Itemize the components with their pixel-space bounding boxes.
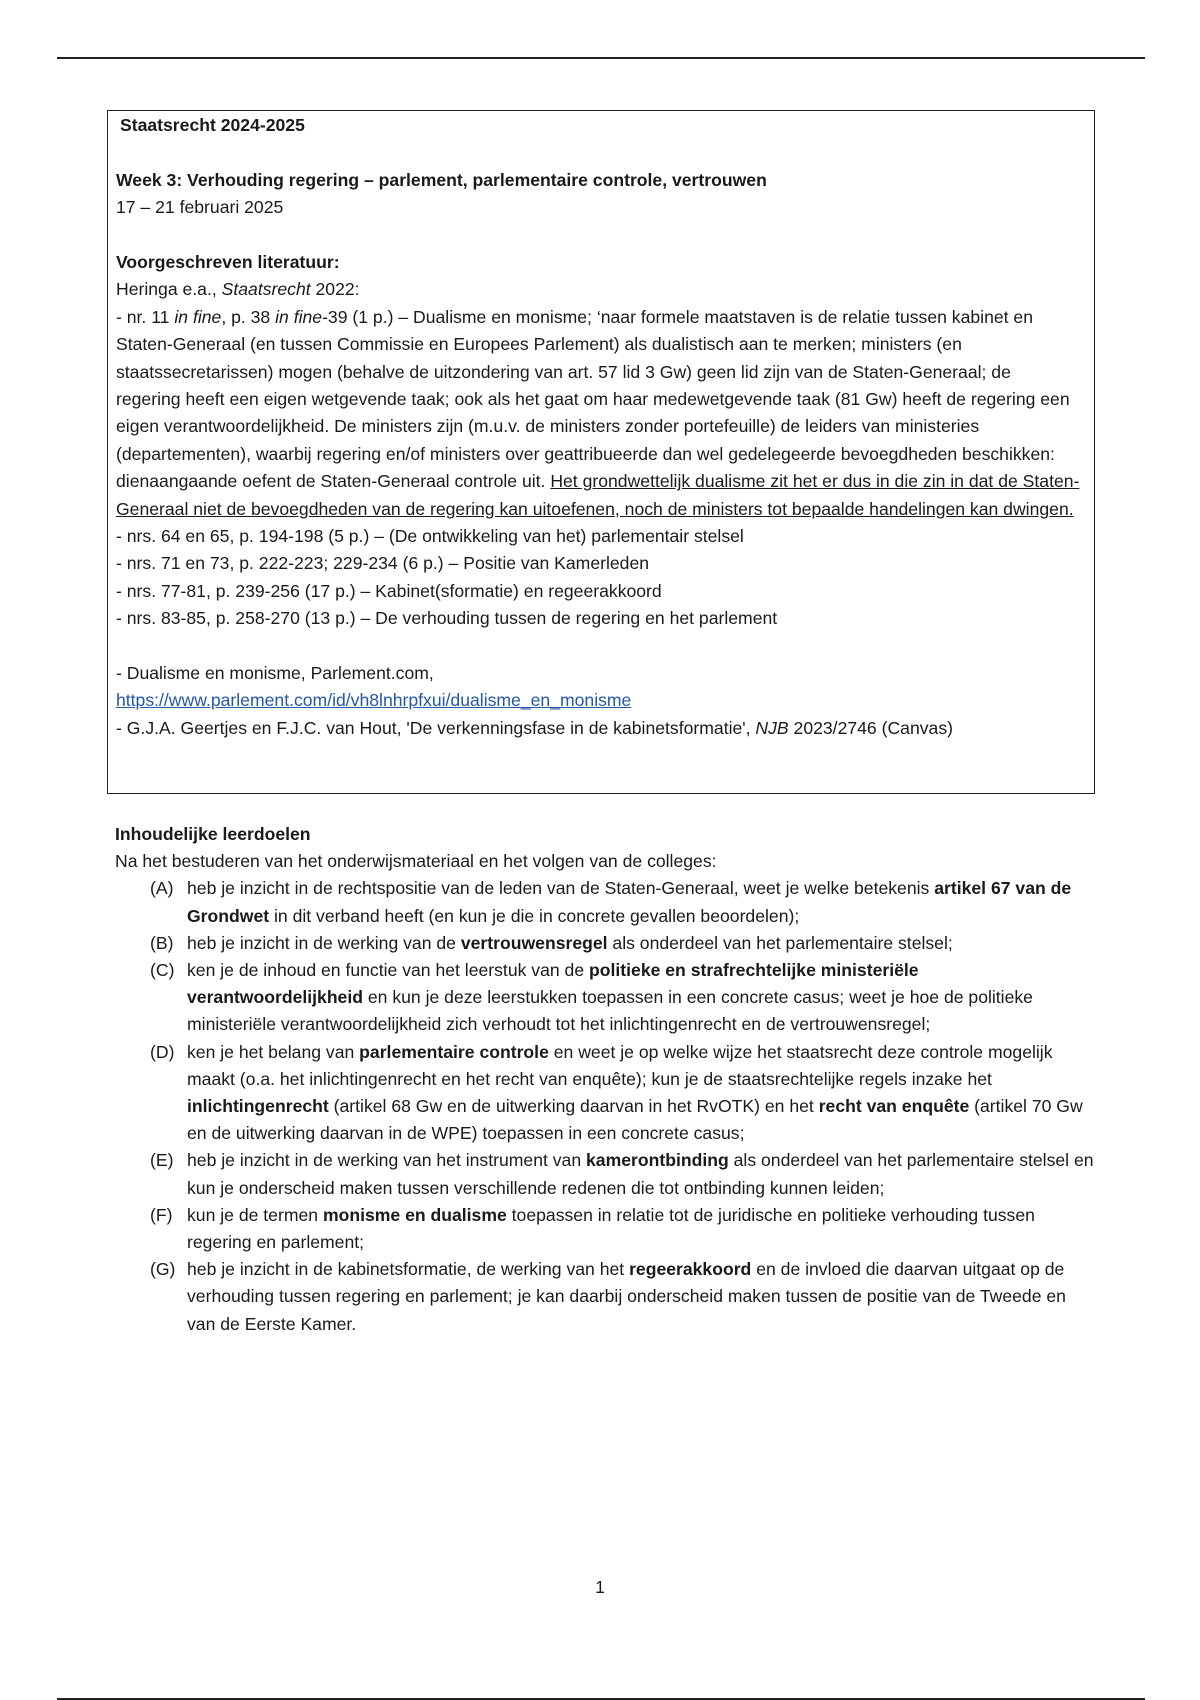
page-number: 1: [595, 1577, 605, 1597]
goals-heading: Inhoudelijke leerdoelen: [115, 824, 311, 844]
goal-item: (B) heb je inzicht in de werking van de vertrouwensregel als onderdeel van het parlementaire stelsel;: [150, 932, 953, 953]
book-reference: Heringa e.a., Staatsrecht 2022:: [116, 279, 360, 300]
underlined-quote: Het grondwettelijk dualisme zit het er dus in die zin in dat de Staten-Generaal niet de bevoegdheden van de regering kan uitoefenen, noch de ministers tot bepaalde handelingen kan dwingen.: [116, 471, 1080, 519]
week-dates: 17 – 21 februari 2025: [116, 197, 284, 218]
literature-item-1: - nr. 11 in fine, p. 38 in fine-39 (1 p.) – Dualisme en monisme; ‘naar formele maatstaven is de relatie tussen kabinet en Staten-Generaal (en tussen Commissie en Europees Parlement) als dualistisch aan te merken; ministers (en staatssecretarissen) mogen (behalve de uitzondering van art. 57 lid 3 Gw) geen lid zijn van de Staten-Generaal; de regering heeft een eigen wetgevende taak; ook als het gaat om haar medewetgevende taak (81 Gw) heeft de regering een eigen verantwoordelijkheid. De ministers zijn (m.u.v. de ministers zonder portefeuille) de leiders van ministeries (departementen), waarbij regering en/of ministers over geattribueerde dan wel gedelegeerde bevoegdheden beschikken: dienaangaande oefent de Staten-Generaal controle uit. Het grondwettelijk dualisme zit het er dus in die zin in dat de Staten-Generaal niet de bevoegdheden van de regering kan uitoefenen, noch de ministers tot bepaalde handelingen kan dwingen.: [116, 306, 1080, 519]
extra-literature-2: - G.J.A. Geertjes en F.J.C. van Hout, 'De verkenningsfase in de kabinetsformatie', NJB 2023/2746 (Canvas): [116, 717, 953, 738]
book-title: Staatsrecht: [221, 279, 311, 300]
header-rule: [57, 57, 1145, 59]
goal-item: (F) kun je de termen monisme en dualisme toepassen in relatie tot de juridische en politieke verhouding tussen regering en parlement;: [150, 1204, 1035, 1253]
goal-item: (G) heb je inzicht in de kabinetsformatie, de werking van het regeerakkoord en de invloed die daarvan uitgaat op de verhouding tussen regering en parlement; je kan daarbij onderscheid maken tussen de positie van de Tweede en van de Eerste Kamer.: [150, 1259, 1066, 1334]
goal-item: (D) ken je het belang van parlementaire controle en weet je op welke wijze het staatsrecht deze controle mogelijk maakt (o.a. het inlichtingenrecht en het recht van enquête); kun je de staatsrechtelijke regels inzake het inlichtingenrecht (artikel 68 Gw en de uitwerking daarvan in het RvOTK) en het recht van enquête (artikel 70 Gw en de uitwerking daarvan in de WPE) toepassen in een concrete casus;: [150, 1041, 1083, 1144]
goal-item: (E) heb je inzicht in de werking van het instrument van kamerontbinding als onderdeel van het parlementaire stelsel en kun je onderscheid maken tussen verschillende redenen die tot ontbinding kunnen leiden;: [150, 1150, 1094, 1198]
literature-heading: Voorgeschreven literatuur:: [116, 252, 340, 272]
course-title: Staatsrecht 2024-2025: [120, 115, 305, 135]
extra-literature-1: - Dualisme en monisme, Parlement.com,: [116, 663, 434, 684]
course-info-box: [107, 110, 1095, 794]
goal-item: (C) ken je de inhoud en functie van het leerstuk van de politieke en strafrechtelijke ministeriële verantwoordelijkheid en kun je deze leerstukken toepassen in een concrete casus; weet je hoe de politieke ministeriële verantwoordelijkheid zich verhoudt tot het inlichtingenrecht en de vertrouwensregel;: [150, 960, 1033, 1035]
literature-item: - nrs. 83-85, p. 258-270 (13 p.) – De verhouding tussen de regering en het parlement: [116, 608, 778, 629]
parlement-link[interactable]: https://www.parlement.com/id/vh8lnhrpfxui/dualisme_en_monisme: [116, 690, 632, 711]
goals-intro: Na het bestuderen van het onderwijsmateriaal en het volgen van de colleges:: [115, 851, 717, 872]
goal-item: (A) heb je inzicht in de rechtspositie van de leden van de Staten-Generaal, weet je welke betekenis artikel 67 van de Grondwet in dit verband heeft (en kun je die in concrete gevallen beoordelen);: [150, 878, 1072, 926]
learning-goals: [115, 821, 1095, 1338]
literature-item: - nrs. 77-81, p. 239-256 (17 p.) – Kabinet(sformatie) en regeerakkoord: [116, 580, 662, 601]
literature-item: - nrs. 64 en 65, p. 194-198 (5 p.) – (De ontwikkeling van het) parlementair stelsel: [116, 526, 744, 547]
literature-item: - nrs. 71 en 73, p. 222-223; 229-234 (6 p.) – Positie van Kamerleden: [116, 553, 650, 574]
week-title: Week 3: Verhouding regering – parlement, parlementaire controle, vertrouwen: [116, 169, 767, 190]
goal-list: [115, 875, 1095, 1337]
